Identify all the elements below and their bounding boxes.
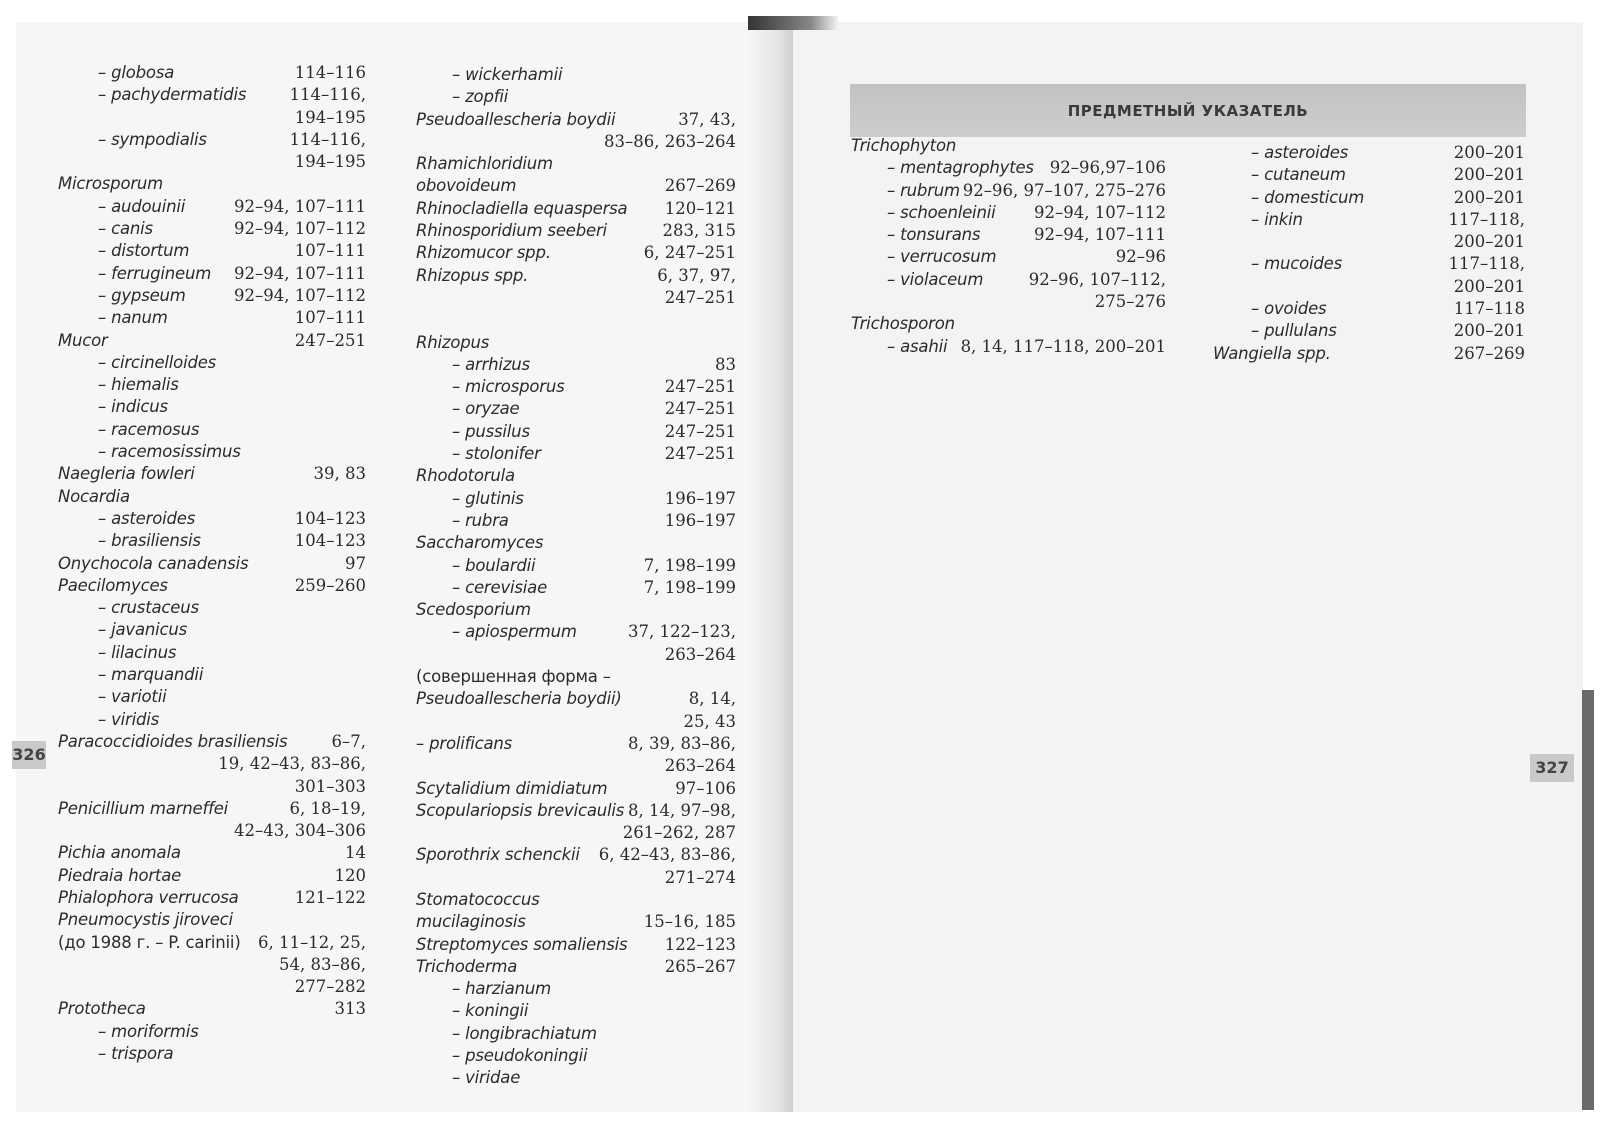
index-entry — [58, 820, 366, 842]
index-entry — [851, 224, 1166, 246]
index-pages: 92–94, 107–112 — [234, 285, 366, 305]
index-entry — [416, 532, 736, 554]
index-term: Mucor — [58, 330, 108, 350]
index-pages: 283, 315 — [662, 221, 736, 241]
index-pages: 107–111 — [294, 241, 366, 261]
index-pages: 313 — [334, 999, 366, 1019]
index-pages: 194–195 — [294, 152, 366, 172]
index-pages: 247–251 — [664, 444, 736, 464]
index-entry — [416, 733, 736, 755]
section-title: ПРЕДМЕТНЫЙ УКАЗАТЕЛЬ — [1067, 102, 1309, 120]
index-entry — [416, 198, 736, 220]
book-edge-shadow — [748, 16, 838, 30]
index-pages: 265–267 — [664, 956, 736, 976]
index-term: – indicus — [98, 397, 168, 417]
index-entry — [851, 291, 1166, 313]
index-entry — [58, 619, 366, 641]
index-pages: 200–201 — [1453, 232, 1525, 252]
index-term: – sympodialis — [98, 129, 207, 149]
index-entry — [58, 129, 366, 151]
index-pages: 7, 198–199 — [643, 555, 736, 575]
index-term: – audouinii — [98, 196, 186, 216]
index-pages: 247–251 — [664, 287, 736, 307]
index-term: Nocardia — [58, 486, 130, 506]
index-term: – marquandii — [98, 665, 204, 685]
index-pages: 6, 37, 97, — [657, 265, 736, 285]
index-pages: 92–96,97–106 — [1049, 158, 1166, 178]
index-term: – longibrachiatum — [452, 1023, 597, 1043]
index-pages: 19, 42–43, 83–86, — [218, 754, 366, 774]
index-entry — [851, 313, 1166, 335]
index-term: – variotii — [98, 687, 167, 707]
index-entry — [1213, 142, 1525, 164]
index-term: Scytalidium dimidiatum — [416, 778, 608, 798]
index-entry — [58, 553, 366, 575]
index-column-1 — [58, 62, 366, 1065]
index-term: – nanum — [98, 308, 168, 328]
index-term: – stolonifer — [452, 444, 541, 464]
index-term: – pullulans — [1251, 321, 1337, 341]
index-term: – asteroides — [1251, 143, 1349, 162]
index-entry — [416, 889, 736, 911]
index-entry — [1213, 320, 1525, 342]
index-entry — [58, 954, 366, 976]
index-pages: 92–96 — [1115, 247, 1166, 267]
index-entry — [58, 909, 366, 931]
index-term: – rubrum — [887, 180, 960, 200]
index-entry — [416, 175, 736, 197]
index-entry — [58, 976, 366, 998]
index-entry — [416, 934, 736, 956]
index-term: – asahii — [887, 336, 948, 356]
index-entry — [416, 644, 736, 666]
index-term: – pseudokoningii — [452, 1046, 588, 1066]
index-term: – racemosus — [98, 419, 200, 439]
index-entry — [851, 246, 1166, 268]
index-pages: 275–276 — [1094, 292, 1166, 312]
index-entry — [416, 800, 736, 822]
index-term: – asteroides — [98, 508, 196, 528]
index-term: Trichosporon — [851, 314, 955, 334]
index-term: Trichoderma — [416, 956, 518, 976]
index-entry — [416, 265, 736, 287]
index-entry — [416, 978, 736, 1000]
index-entry — [1213, 298, 1525, 320]
index-pages: 6, 18–19, — [289, 798, 366, 818]
index-entry — [58, 218, 366, 240]
index-term: Rhizomucor spp. — [416, 243, 551, 263]
index-entry — [416, 621, 736, 643]
index-entry — [416, 666, 736, 688]
index-pages: 97–106 — [675, 778, 736, 798]
page-number-left: 326 — [12, 741, 46, 769]
index-entry — [416, 465, 736, 487]
index-term: Trichophyton — [851, 136, 957, 155]
index-pages: 114–116, — [289, 129, 366, 149]
index-pages: 15–16, 185 — [643, 912, 736, 932]
index-entry — [58, 441, 366, 463]
index-entry — [416, 153, 736, 175]
index-term: (до 1988 г. – P. carinii) — [58, 932, 241, 952]
index-entry — [58, 151, 366, 173]
index-entry — [416, 64, 736, 86]
index-term: – globosa — [98, 63, 175, 82]
index-pages: 92–94, 107–111 — [1034, 225, 1166, 245]
index-term: Pneumocystis jiroveci — [58, 910, 233, 930]
index-entry — [1213, 276, 1525, 298]
index-entry — [58, 352, 366, 374]
index-pages: 42–43, 304–306 — [234, 821, 366, 841]
index-term: Saccharomyces — [416, 533, 544, 553]
index-entry — [416, 577, 736, 599]
index-term: – zopfii — [452, 87, 509, 107]
index-entry — [58, 396, 366, 418]
index-term: – lilacinus — [98, 642, 177, 662]
index-entry — [58, 486, 366, 508]
index-term: Piedraia hortae — [58, 865, 182, 885]
index-term: – viridae — [452, 1068, 521, 1088]
index-entry — [416, 354, 736, 376]
index-term: Rhizopus — [416, 332, 490, 352]
index-term: – verrucosum — [887, 247, 997, 267]
index-entry — [416, 778, 736, 800]
index-term: – oryzae — [452, 399, 520, 419]
index-entry — [58, 686, 366, 708]
index-term: Scopulariopsis brevicaulis — [416, 800, 625, 820]
index-pages: 8, 39, 83–86, — [628, 733, 736, 753]
index-entry — [416, 1000, 736, 1022]
index-entry — [58, 62, 366, 84]
index-term: – crustaceus — [98, 598, 199, 618]
index-entry — [416, 220, 736, 242]
index-entry — [1213, 209, 1525, 231]
index-pages: 121–122 — [294, 887, 366, 907]
index-entry — [416, 911, 736, 933]
index-term: – glutinis — [452, 488, 524, 508]
index-term: – gypseum — [98, 285, 186, 305]
index-term: Rhinocladiella equaspersa — [416, 198, 628, 218]
index-term: – rubra — [452, 510, 509, 530]
index-term: Phialophora verrucosa — [58, 887, 239, 907]
index-entry — [851, 180, 1166, 202]
index-term: – trispora — [98, 1044, 174, 1064]
index-entry — [58, 240, 366, 262]
index-term: Rhinosporidium seeberi — [416, 221, 607, 241]
index-entry — [416, 867, 736, 889]
index-term: – harzianum — [452, 979, 551, 999]
index-entry — [416, 844, 736, 866]
index-pages: 267–269 — [664, 176, 736, 196]
index-pages: 7, 198–199 — [643, 577, 736, 597]
index-term: – ovoides — [1251, 299, 1327, 319]
section-header — [850, 84, 1526, 137]
index-entry — [58, 196, 366, 218]
index-entry — [1213, 253, 1525, 275]
index-entry — [416, 822, 736, 844]
index-term: – canis — [98, 219, 153, 239]
index-entry — [416, 421, 736, 443]
index-term: – violaceum — [887, 269, 984, 289]
index-entry — [58, 932, 366, 954]
index-term: Rhamichloridium — [416, 154, 553, 174]
index-pages: 261–262, 287 — [622, 823, 736, 843]
index-entry — [416, 309, 736, 331]
book-gutter — [748, 22, 793, 1112]
index-term: Streptomyces somaliensis — [416, 934, 628, 954]
index-term: Scedosporium — [416, 600, 531, 620]
index-pages: 25, 43 — [683, 711, 736, 731]
index-term: – prolificans — [416, 733, 513, 753]
index-entry — [58, 307, 366, 329]
index-entry — [416, 711, 736, 733]
index-pages: 92–96, 97–107, 275–276 — [962, 180, 1166, 200]
index-pages: 104–123 — [294, 508, 366, 528]
index-pages: 200–201 — [1453, 276, 1525, 296]
index-pages: 120–121 — [664, 198, 736, 218]
index-entry — [416, 755, 736, 777]
index-term: – arrhizus — [452, 354, 530, 374]
index-pages: 92–94, 107–111 — [234, 196, 366, 216]
index-pages: 117–118, — [1448, 254, 1525, 274]
index-term: – wickerhamii — [452, 65, 563, 84]
index-entry — [58, 753, 366, 775]
index-entry — [58, 263, 366, 285]
index-term: Paecilomyces — [58, 575, 168, 595]
index-pages: 83 — [715, 354, 736, 374]
index-pages: 92–96, 107–112, — [1028, 269, 1166, 289]
index-entry — [1213, 343, 1525, 365]
index-pages: 247–251 — [664, 377, 736, 397]
index-entry — [58, 1021, 366, 1043]
index-term: – inkin — [1251, 209, 1303, 229]
index-pages: 107–111 — [294, 308, 366, 328]
index-term: Rhizopus spp. — [416, 265, 529, 285]
index-pages: 196–197 — [664, 488, 736, 508]
index-term: – tonsurans — [887, 225, 981, 245]
index-term: – circinelloides — [98, 352, 217, 372]
index-term: – boulardii — [452, 555, 536, 575]
index-entry — [416, 1067, 736, 1089]
index-term: – javanicus — [98, 620, 188, 640]
index-entry — [851, 135, 1166, 157]
index-term: – microsporus — [452, 377, 565, 397]
index-entry — [416, 287, 736, 309]
index-column-3 — [851, 135, 1166, 358]
index-entry — [851, 157, 1166, 179]
index-pages: 6–7, — [331, 731, 366, 751]
index-pages: 271–274 — [664, 867, 736, 887]
index-pages: 92–94, 107–111 — [234, 263, 366, 283]
index-pages: 39, 83 — [313, 464, 366, 484]
index-term: Paracoccidioides brasiliensis — [58, 731, 288, 751]
index-entry — [58, 998, 366, 1020]
index-pages: 200–201 — [1453, 321, 1525, 341]
index-entry — [58, 84, 366, 106]
index-entry — [851, 269, 1166, 291]
index-pages: 259–260 — [294, 575, 366, 595]
index-term: Prototheca — [58, 999, 146, 1019]
index-pages: 37, 122–123, — [628, 622, 736, 642]
index-pages: 8, 14, 117–118, 200–201 — [960, 336, 1166, 356]
index-pages: 97 — [345, 553, 366, 573]
index-entry — [416, 86, 736, 108]
index-term: – distortum — [98, 241, 190, 261]
index-term: – racemosissimus — [98, 442, 241, 462]
index-pages: 14 — [345, 843, 366, 863]
index-entry — [58, 776, 366, 798]
index-entry — [851, 202, 1166, 224]
index-entry — [416, 332, 736, 354]
index-entry — [58, 1043, 366, 1065]
index-term: Onychocola canadensis — [58, 553, 249, 573]
index-entry — [1213, 164, 1525, 186]
index-entry — [416, 956, 736, 978]
index-column-2 — [416, 64, 736, 1090]
index-term: – koningii — [452, 1001, 529, 1021]
index-pages: 117–118 — [1453, 299, 1525, 319]
index-entry — [58, 664, 366, 686]
index-entry — [416, 599, 736, 621]
index-entry — [416, 242, 736, 264]
index-entry — [1213, 187, 1525, 209]
index-entry — [416, 398, 736, 420]
index-term: – moriformis — [98, 1021, 199, 1041]
index-term: – hiemalis — [98, 375, 179, 395]
index-term: – mentagrophytes — [887, 158, 1034, 178]
index-entry — [58, 731, 366, 753]
index-term: Pseudoallescheria boydii) — [416, 689, 622, 709]
index-entry — [416, 510, 736, 532]
index-pages: 263–264 — [664, 644, 736, 664]
index-term: – cutaneum — [1251, 165, 1346, 185]
index-entry — [58, 107, 366, 129]
index-term: – domesticum — [1251, 187, 1365, 207]
index-entry — [58, 530, 366, 552]
index-pages: 247–251 — [294, 330, 366, 350]
index-term: Rhodotorula — [416, 466, 515, 486]
index-entry — [416, 376, 736, 398]
index-pages: 277–282 — [294, 977, 366, 997]
index-pages: 200–201 — [1453, 165, 1525, 185]
index-entry — [416, 488, 736, 510]
index-term: – pussilus — [452, 421, 530, 441]
index-term: – viridis — [98, 709, 160, 729]
index-pages: 120 — [334, 865, 366, 885]
index-term: Penicillium marneffei — [58, 798, 229, 818]
index-pages: 54, 83–86, — [279, 954, 366, 974]
page-number-right: 327 — [1530, 754, 1574, 782]
index-entry — [1213, 231, 1525, 253]
index-pages: 6, 11–12, 25, — [258, 932, 366, 952]
index-entry — [58, 285, 366, 307]
index-term: (совершенная форма – — [416, 667, 611, 687]
index-term: – cerevisiae — [452, 577, 548, 597]
index-entry — [58, 419, 366, 441]
index-entry — [416, 131, 736, 153]
index-term: – schoenleinii — [887, 202, 996, 222]
index-pages: 92–94, 107–112 — [1034, 202, 1166, 222]
index-entry — [58, 374, 366, 396]
index-entry — [58, 508, 366, 530]
index-term: Sporothrix schenckii — [416, 845, 580, 865]
index-pages: 6, 42–43, 83–86, — [598, 845, 736, 865]
index-pages: 92–94, 107–112 — [234, 219, 366, 239]
index-pages: 122–123 — [664, 934, 736, 954]
index-entry — [416, 688, 736, 710]
index-entry — [58, 842, 366, 864]
index-term: obovoideum — [416, 176, 517, 196]
index-entry — [58, 330, 366, 352]
index-pages: 200–201 — [1453, 143, 1525, 162]
index-pages: 104–123 — [294, 531, 366, 551]
index-entry — [58, 575, 366, 597]
index-term: – mucoides — [1251, 254, 1342, 274]
index-pages: 114–116 — [294, 63, 366, 82]
index-term: – apiospermum — [452, 622, 577, 642]
index-pages: 247–251 — [664, 421, 736, 441]
index-pages: 247–251 — [664, 399, 736, 419]
index-term: mucilaginosis — [416, 912, 526, 932]
index-pages: 263–264 — [664, 756, 736, 776]
index-term: Microsporum — [58, 174, 164, 194]
index-entry — [416, 1045, 736, 1067]
index-entry — [58, 709, 366, 731]
index-pages: 301–303 — [294, 776, 366, 796]
index-pages: 117–118, — [1448, 209, 1525, 229]
index-pages: 114–116, — [289, 85, 366, 105]
index-entry — [851, 336, 1166, 358]
index-column-4 — [1213, 142, 1525, 365]
index-entry — [58, 887, 366, 909]
index-entry — [416, 109, 736, 131]
index-term: – pachydermatidis — [98, 85, 247, 105]
index-term: Stomatococcus — [416, 889, 540, 909]
index-pages: 37, 43, — [678, 109, 736, 129]
index-entry — [58, 463, 366, 485]
index-term: Naegleria fowleri — [58, 464, 195, 484]
index-term: – ferrugineum — [98, 263, 212, 283]
index-term: Pichia anomala — [58, 843, 181, 863]
index-pages: 8, 14, 97–98, — [628, 800, 736, 820]
index-entry — [58, 173, 366, 195]
index-entry — [58, 865, 366, 887]
index-pages: 194–195 — [294, 107, 366, 127]
index-pages: 8, 14, — [688, 689, 736, 709]
index-term: – brasiliensis — [98, 531, 201, 551]
page-edge-bar — [1582, 690, 1594, 1110]
index-pages: 267–269 — [1453, 343, 1525, 363]
index-entry — [58, 642, 366, 664]
index-term: Pseudoallescheria boydii — [416, 109, 616, 129]
index-entry — [416, 443, 736, 465]
index-entry — [416, 555, 736, 577]
index-entry — [416, 1023, 736, 1045]
index-term: Wangiella spp. — [1213, 343, 1331, 363]
index-pages: 83–86, 263–264 — [604, 131, 736, 151]
index-entry — [58, 597, 366, 619]
index-pages: 196–197 — [664, 510, 736, 530]
index-pages: 200–201 — [1453, 187, 1525, 207]
index-pages: 6, 247–251 — [643, 243, 736, 263]
index-entry — [58, 798, 366, 820]
